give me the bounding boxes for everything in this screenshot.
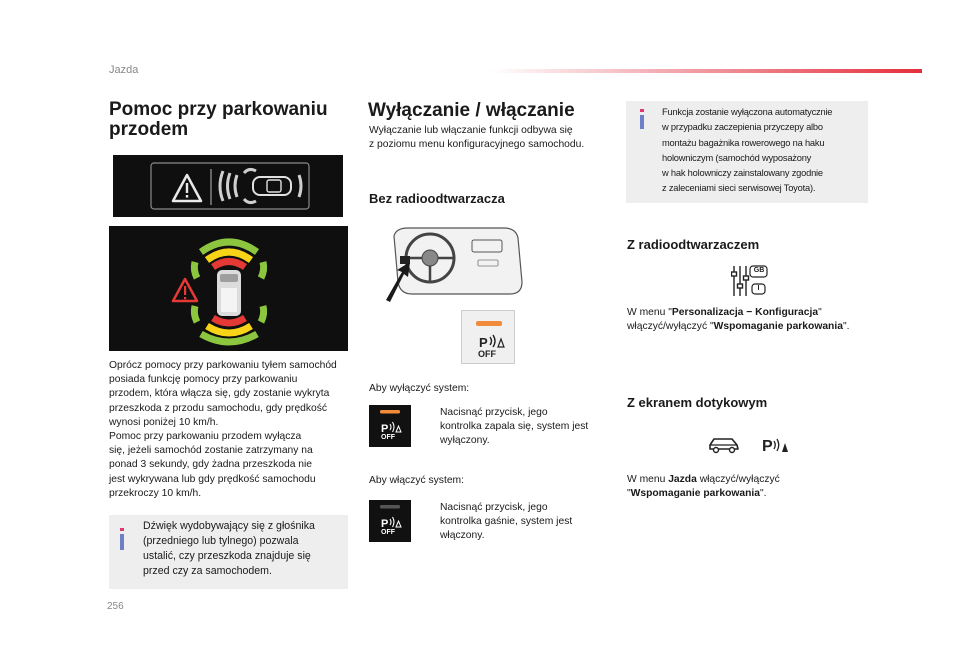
svg-text:P: P: [762, 438, 773, 455]
text-line: przodem, która włącza się, gdy zostanie wykryta: [109, 388, 330, 400]
info-line: przed czy za samochodem.: [143, 565, 272, 577]
off-label: OFF: [478, 349, 496, 359]
parking-sensor-icon: [762, 434, 792, 456]
enable-bullet: [420, 501, 610, 545]
parking-button-on: [369, 405, 411, 447]
svg-text:P: P: [479, 335, 488, 350]
car-top-icon: [253, 177, 291, 195]
touchscreen-instructions: [627, 473, 867, 501]
text-line: kontrolka gaśnie, system jest: [440, 516, 573, 528]
section-label: Jazda: [109, 64, 139, 76]
off-label: OFF: [381, 529, 395, 536]
subtitle-touchscreen: Z ekranem dotykowym: [627, 395, 768, 410]
info-line: w hak holowniczy zainstalowany zgodnie: [662, 168, 823, 179]
text-line: jest wykrywana lub gdy prędkość samochodu: [109, 473, 316, 485]
text-line: kontrolka zapala się, system jest: [440, 421, 589, 433]
info-icon-dot: [640, 109, 644, 112]
text-fragment: " włączyć/wyłączyć ": [627, 307, 822, 333]
info-line: Funkcja zostanie wyłączona automatycznie: [662, 107, 833, 117]
parking-display-illustration: [113, 155, 343, 217]
tow-hook-info-box: [626, 101, 868, 203]
option-name: Wspomaganie parkowania: [630, 488, 760, 500]
disable-intro: Aby wyłączyć system:: [369, 383, 470, 394]
sensor-display-image: [109, 226, 348, 351]
text-line: wynosi poniżej 10 km/h.: [109, 416, 219, 428]
page-title: [109, 100, 349, 140]
info-line: montażu bagażnika rowerowego na haku: [662, 137, 825, 148]
menu-name: Jazda: [668, 474, 697, 485]
info-line: (przedniego lub tylnego) pozwala: [143, 535, 299, 547]
info-line: w przypadku zaczepienia przyczepy albo: [662, 122, 823, 133]
enable-intro: Aby włączyć system:: [369, 475, 464, 486]
text-fragment: W menu ": [627, 307, 672, 318]
warning-icon: [173, 279, 197, 301]
gb-label: GB: [753, 267, 765, 274]
text-line: Nacisnąć przycisk, jego: [440, 502, 548, 513]
option-name: Wspomaganie parkowania: [713, 321, 843, 333]
text-line: Oprócz pomocy przy parkowaniu tyłem samochód: [109, 360, 337, 371]
info-line: holowniczym (samochód wyposażony: [662, 152, 812, 163]
text-fragment: ".: [759, 488, 767, 500]
text-fragment: W menu: [627, 474, 669, 485]
text-fragment: włączyć/wyłączyć: [696, 474, 780, 485]
radio-instructions: [627, 306, 867, 334]
instrument-display-image: [113, 155, 343, 217]
section-title-toggle: Wyłączanie / włączanie: [368, 100, 575, 121]
text-line: posiada funkcję pomocy przy parkowaniu: [109, 374, 298, 386]
sensor-arcs-illustration: [109, 226, 348, 351]
text-line: Nacisnąć przycisk, jego: [440, 407, 548, 418]
text-line: przeszkoda z przodu samochodu, gdy prędkość: [109, 402, 328, 414]
svg-text:P: P: [381, 518, 389, 530]
left-paragraph: [109, 359, 354, 501]
page-number: 256: [107, 601, 124, 612]
toggle-intro: [369, 124, 619, 152]
dashboard-illustration: [384, 222, 524, 304]
disable-bullet: [420, 406, 610, 450]
parking-button-off: [369, 500, 411, 542]
text-line: z poziomu menu konfiguracyjnego samochodu.: [369, 139, 585, 151]
parking-button-large: [461, 310, 515, 364]
info-icon: [640, 115, 644, 129]
info-line: ustalić, czy przeszkoda znajduje się: [143, 550, 311, 562]
speaker-info-box: [109, 515, 348, 589]
text-fragment: ": [627, 488, 631, 500]
car-icon: [707, 436, 741, 454]
text-line: ponad 3 sekundy, gdy żadna przeszkoda nie: [109, 459, 313, 471]
menu-name: Personalizacja − Konfiguracja: [671, 307, 819, 318]
text-line: przekroczy 10 km/h.: [109, 487, 202, 499]
header-accent-bar: [490, 69, 922, 73]
subtitle-no-radio: Bez radioodtwarzacza: [369, 191, 505, 206]
title-line-2: przodem: [109, 119, 189, 140]
text-line: Pomoc przy parkowaniu przodem wyłącza: [109, 431, 302, 443]
text-line: włączony.: [440, 530, 485, 542]
subtitle-with-radio: Z radioodtwarzaczem: [627, 237, 760, 252]
info-line: Dźwięk wydobywający się z głośnika: [143, 520, 315, 532]
text-line: wyłączony.: [440, 435, 490, 447]
info-icon: [120, 534, 124, 550]
svg-text:P: P: [381, 423, 389, 435]
van-top-icon: [217, 270, 241, 316]
text-fragment: ".: [842, 321, 850, 333]
text-line: się, jeżeli samochód zostanie zatrzymany na: [109, 445, 313, 457]
info-line: z zaleceniami sieci serwisowej Toyota).: [662, 183, 816, 194]
warning-icon: [173, 175, 201, 201]
i-label: I: [757, 285, 760, 292]
off-label: OFF: [381, 434, 395, 441]
info-icon-dot: [120, 528, 124, 531]
settings-gb-icon: [731, 264, 769, 298]
text-line: Wyłączanie lub włączanie funkcji odbywa się: [369, 125, 573, 136]
title-line-1: Pomoc przy parkowaniu: [109, 99, 328, 120]
